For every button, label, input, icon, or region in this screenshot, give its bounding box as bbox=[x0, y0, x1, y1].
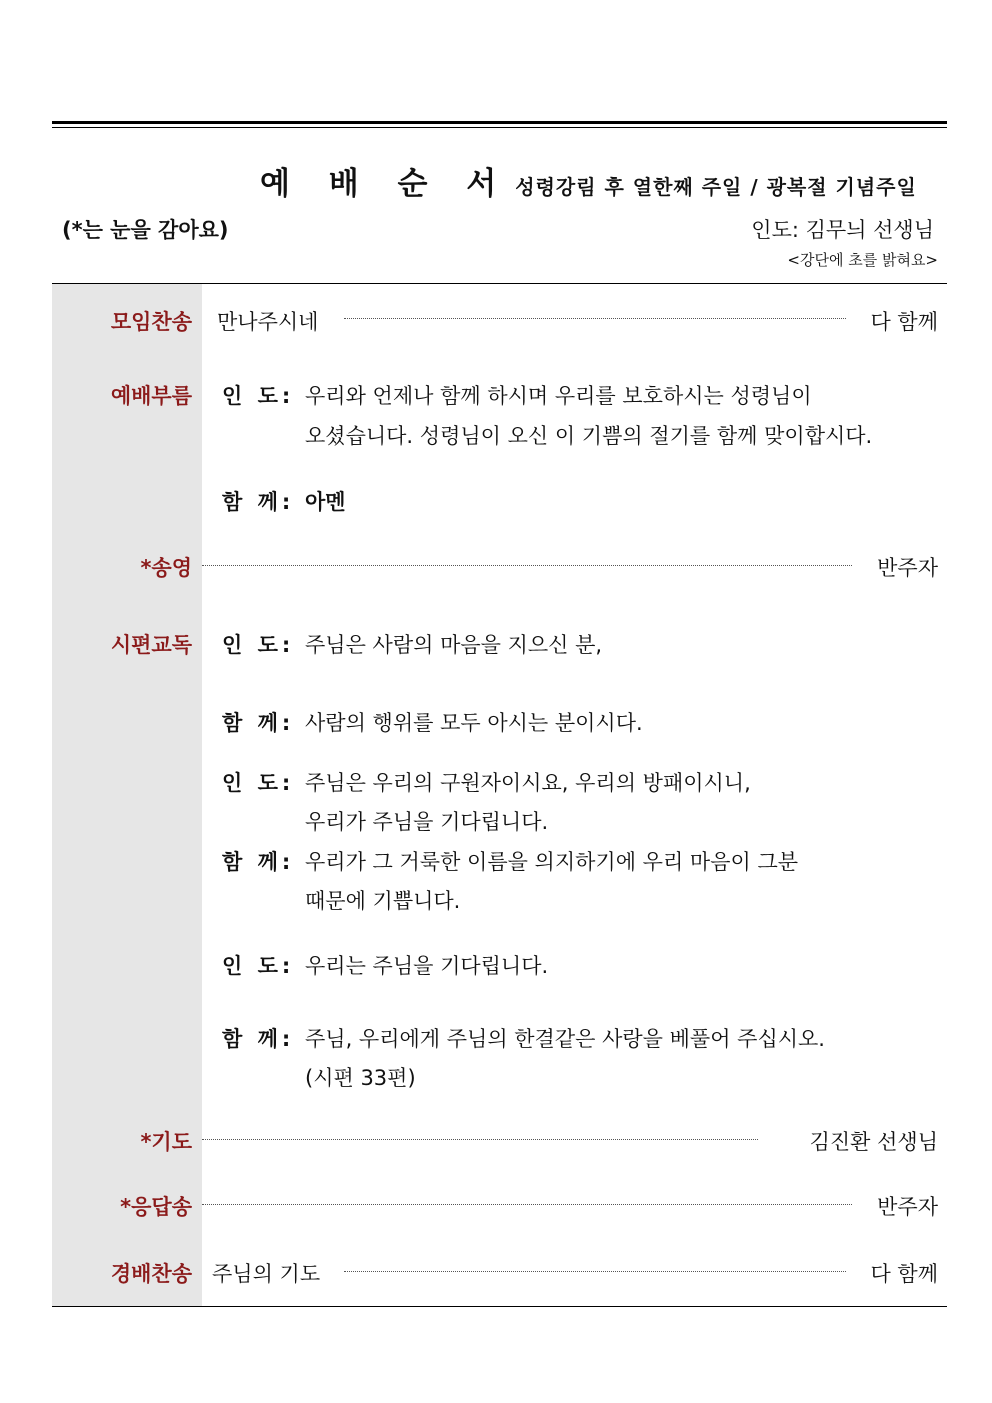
header-double-rule-thick bbox=[52, 121, 947, 124]
label-praise: *송영 bbox=[140, 556, 192, 580]
prayer-by: 김진환 선생님 bbox=[809, 1130, 938, 1154]
call-leader-line: 오셨습니다. 성령님이 오신 이 기쁨의 절기를 함께 맞이합시다. bbox=[305, 424, 873, 448]
leader-name: 인도: 김무늬 선생님 bbox=[751, 218, 934, 242]
section-bottom-rule bbox=[52, 1306, 947, 1307]
leader-dots bbox=[202, 1139, 758, 1140]
leader-dots bbox=[344, 318, 846, 319]
praise-by: 반주자 bbox=[877, 556, 938, 580]
eyes-closed-note: (*는 눈을 감아요) bbox=[62, 218, 229, 242]
closing-hymn-title: 주님의 기도 bbox=[212, 1262, 321, 1286]
label-gathering-hymn: 모임찬송 bbox=[110, 310, 192, 334]
psalm-line: 우리가 그 거룩한 이름을 의지하기에 우리 마음이 그분 bbox=[305, 850, 799, 874]
call-leader-line: 우리와 언제나 함께 하시며 우리를 보호하시는 성령님이 bbox=[305, 384, 812, 408]
speaker-tag: 인 도: bbox=[222, 954, 295, 978]
gathering-hymn-by: 다 함께 bbox=[870, 310, 938, 334]
psalm-line: 우리는 주님을 기다립니다. bbox=[305, 954, 549, 978]
leader-dots bbox=[202, 1204, 852, 1205]
call-all-line: 아멘 bbox=[305, 490, 346, 514]
label-psalm: 시편교독 bbox=[110, 633, 192, 657]
gathering-hymn-title: 만나주시네 bbox=[217, 310, 319, 334]
speaker-tag: 함 께: bbox=[222, 1027, 295, 1051]
psalm-line: 주님은 사람의 마음을 지으신 분, bbox=[305, 633, 603, 657]
header-double-rule-thin bbox=[52, 127, 947, 128]
label-call-to-worship: 예배부름 bbox=[110, 384, 192, 408]
psalm-line: 때문에 기쁩니다. bbox=[305, 889, 461, 913]
psalm-line: 우리가 주님을 기다립니다. bbox=[305, 810, 549, 834]
label-prayer: *기도 bbox=[140, 1130, 192, 1154]
closing-hymn-by: 다 함께 bbox=[870, 1262, 938, 1286]
speaker-tag: 인 도: bbox=[222, 633, 295, 657]
psalm-line: (시편 33편) bbox=[305, 1066, 416, 1090]
psalm-line: 사람의 행위를 모두 아시는 분이시다. bbox=[305, 711, 643, 735]
psalm-line: 주님은 우리의 구원자이시요, 우리의 방패이시니, bbox=[305, 771, 751, 795]
candle-note: <강단에 초를 밝혀요> bbox=[787, 251, 938, 269]
page-title: 예 배 순 서 bbox=[260, 166, 511, 202]
page-subtitle: 성령강림 후 열한째 주일 / 광복절 기념주일 bbox=[515, 175, 917, 199]
response-by: 반주자 bbox=[877, 1195, 938, 1219]
speaker-tag: 인 도: bbox=[222, 384, 295, 408]
speaker-tag: 함 께: bbox=[222, 850, 295, 874]
label-closing-hymn: 경배찬송 bbox=[110, 1262, 192, 1286]
label-response: *응답송 bbox=[120, 1195, 192, 1219]
psalm-line: 주님, 우리에게 주님의 한결같은 사랑을 베풀어 주십시오. bbox=[305, 1027, 825, 1051]
speaker-tag: 함 께: bbox=[222, 711, 295, 735]
speaker-tag: 인 도: bbox=[222, 771, 295, 795]
title-row bbox=[260, 158, 917, 203]
leader-dots bbox=[202, 565, 852, 566]
leader-dots bbox=[344, 1271, 846, 1272]
speaker-tag: 함 께: bbox=[222, 490, 295, 514]
